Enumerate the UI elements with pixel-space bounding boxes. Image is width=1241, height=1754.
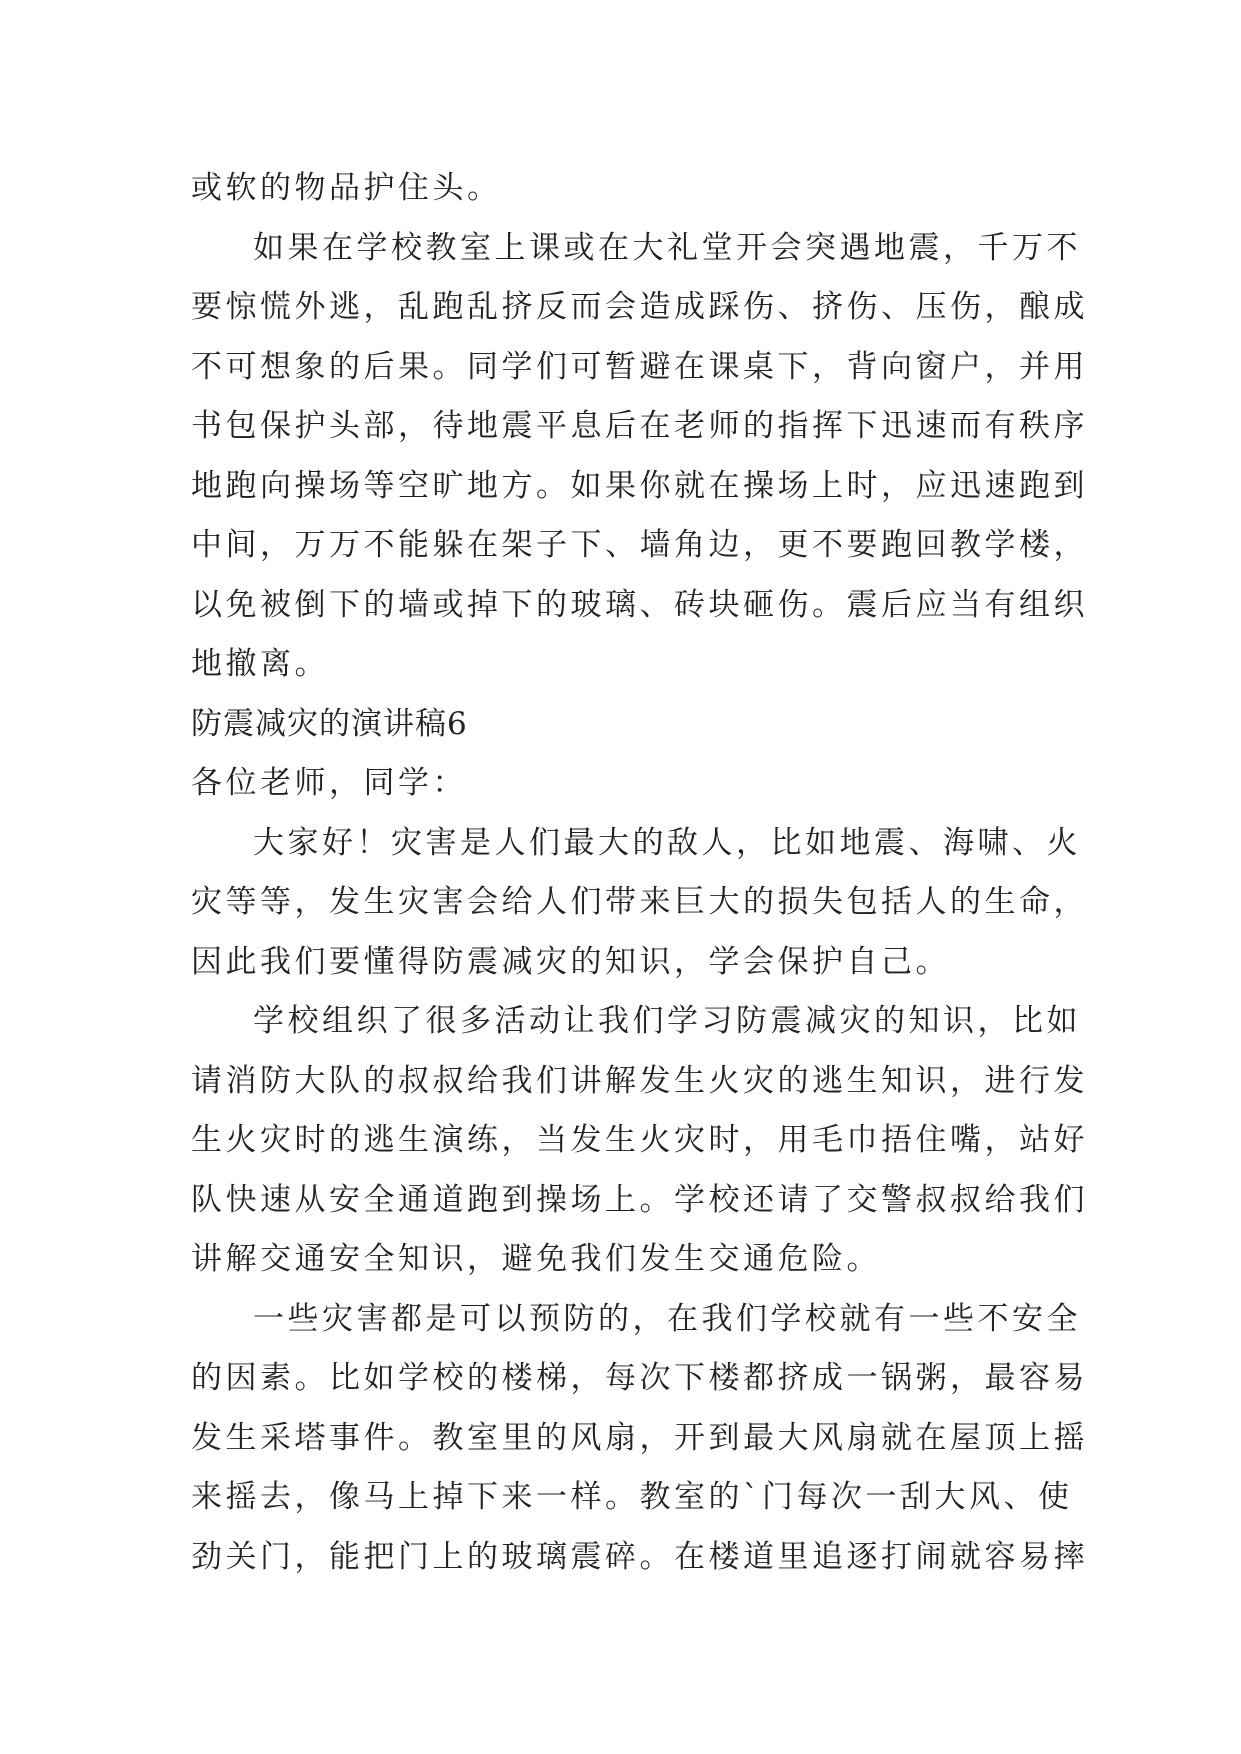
document-body bbox=[191, 159, 1088, 1587]
text-line: 队快速从安全通道跑到操场上。学校还请了交警叔叔给我们 bbox=[191, 1181, 1088, 1218]
text-line: 来摇去，像马上掉下来一样。教室的`门每次一刮大风、使 bbox=[191, 1479, 1073, 1515]
text-line: 因此我们要懂得防震减灾的知识，学会保护自己。 bbox=[191, 943, 950, 980]
text-line: 的因素。比如学校的楼梯，每次下楼都挤成一锅粥，最容易 bbox=[191, 1360, 1088, 1396]
text-line: 劲关门，能把门上的玻璃震碎。在楼道里追逐打闹就容易摔 bbox=[191, 1538, 1088, 1575]
section-heading: 防震减灾的演讲稿6 bbox=[191, 705, 468, 742]
text-line: 各位老师，同学： bbox=[191, 765, 467, 801]
text-line: 地跑向操场等空旷地方。如果你就在操场上时，应迅速跑到 bbox=[191, 467, 1088, 504]
text-line: 或软的物品护住头。 bbox=[191, 170, 502, 206]
text-line: 灾等等，发生灾害会给人们带来巨大的损失包括人的生命， bbox=[191, 884, 1088, 920]
text-line: 发生采塔事件。教室里的风扇，开到最大风扇就在屋顶上摇 bbox=[191, 1419, 1088, 1456]
text-line: 生火灾时的逃生演练，当发生火灾时，用毛巾捂住嘴，站好 bbox=[191, 1122, 1088, 1158]
text-line: 请消防大队的叔叔给我们讲解发生火灾的逃生知识，进行发 bbox=[191, 1062, 1088, 1099]
text-line: 中间，万万不能躲在架子下、墙角边，更不要跑回教学楼， bbox=[191, 527, 1088, 563]
text-line: 学校组织了很多活动让我们学习防震减灾的知识，比如 bbox=[253, 1003, 1081, 1039]
text-line: 书包保护头部，待地震平息后在老师的指挥下迅速而有秩序 bbox=[191, 408, 1088, 444]
text-line: 如果在学校教室上课或在大礼堂开会突遇地震，千万不 bbox=[253, 229, 1081, 266]
text-line: 以免被倒下的墙或掉下的玻璃、砖块砸伤。震后应当有组织 bbox=[191, 586, 1088, 623]
text-line: 讲解交通安全知识，避免我们发生交通危险。 bbox=[191, 1241, 881, 1277]
text-line: 要惊慌外逃，乱跑乱挤反而会造成踩伤、挤伤、压伤，酿成 bbox=[191, 289, 1088, 325]
text-line: 大家好！灾害是人们最大的敌人，比如地震、海啸、火 bbox=[253, 824, 1081, 861]
text-line: 地撤离。 bbox=[191, 646, 329, 682]
text-line: 一些灾害都是可以预防的，在我们学校就有一些不安全 bbox=[253, 1300, 1081, 1337]
text-line: 不可想象的后果。同学们可暂避在课桌下，背向窗户，并用 bbox=[191, 348, 1088, 385]
